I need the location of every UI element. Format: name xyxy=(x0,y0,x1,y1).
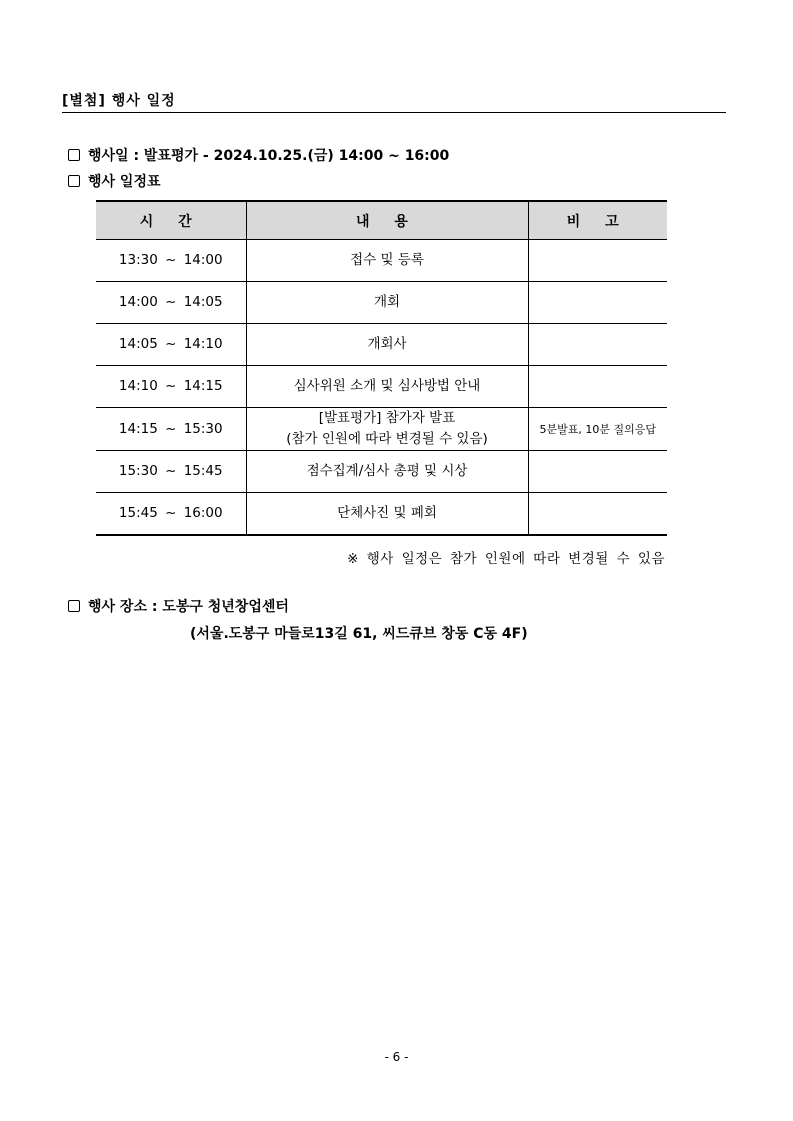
schedule-table xyxy=(96,200,667,536)
row-time: 15:30 ~ 15:45 xyxy=(96,451,246,493)
row-note: 5분발표, 10분 질의응답 xyxy=(528,408,667,451)
venue-text: 행사 장소 : 도봉구 청년창업센터 xyxy=(88,599,289,615)
row-content: 접수 및 등록 xyxy=(246,240,528,282)
table-row xyxy=(96,282,667,324)
row-content-line1: [발표평가] 참가자 발표 xyxy=(318,410,456,426)
row-content-line2: (참가 인원에 따라 변경될 수 있음) xyxy=(286,431,488,447)
row-content: 점수집계/심사 총평 및 시상 xyxy=(246,451,528,493)
header-time: 시 간 xyxy=(96,201,246,240)
header-content: 내 용 xyxy=(246,201,528,240)
schedule-label-line xyxy=(68,171,161,191)
table-row xyxy=(96,366,667,408)
checkbox-bullet-icon xyxy=(68,600,80,612)
row-note xyxy=(528,366,667,408)
venue-address: (서울.도봉구 마들로13길 61, 씨드큐브 창동 C동 4F) xyxy=(190,626,528,642)
table-row xyxy=(96,324,667,366)
row-time: 14:05 ~ 14:10 xyxy=(96,324,246,366)
checkbox-bullet-icon xyxy=(68,149,80,161)
schedule-label-text: 행사 일정표 xyxy=(88,174,161,190)
row-note xyxy=(528,324,667,366)
venue-line xyxy=(68,596,289,616)
row-content xyxy=(246,408,528,451)
table-row xyxy=(96,408,667,451)
page-number: - 6 - xyxy=(384,1050,409,1064)
header-note: 비 고 xyxy=(528,201,667,240)
row-note xyxy=(528,282,667,324)
checkbox-bullet-icon xyxy=(68,175,80,187)
row-time: 14:15 ~ 15:30 xyxy=(96,408,246,451)
row-time: 14:00 ~ 14:05 xyxy=(96,282,246,324)
section-heading: [별첨] 행사 일정 xyxy=(62,90,726,113)
table-row xyxy=(96,451,667,493)
table-row xyxy=(96,493,667,536)
row-time: 13:30 ~ 14:00 xyxy=(96,240,246,282)
table-header-row xyxy=(96,201,667,240)
row-note xyxy=(528,493,667,536)
row-note xyxy=(528,240,667,282)
schedule-footnote: ※ 행사 일정은 참가 인원에 따라 변경될 수 있음 xyxy=(347,551,665,567)
table-row xyxy=(96,240,667,282)
row-note xyxy=(528,451,667,493)
row-content: 단체사진 및 폐회 xyxy=(246,493,528,536)
row-content: 심사위원 소개 및 심사방법 안내 xyxy=(246,366,528,408)
row-content: 개회사 xyxy=(246,324,528,366)
row-time: 15:45 ~ 16:00 xyxy=(96,493,246,536)
row-time: 14:10 ~ 14:15 xyxy=(96,366,246,408)
event-date-line xyxy=(68,145,449,165)
row-content: 개회 xyxy=(246,282,528,324)
event-date-text: 행사일 : 발표평가 - 2024.10.25.(금) 14:00 ~ 16:00 xyxy=(88,148,450,164)
